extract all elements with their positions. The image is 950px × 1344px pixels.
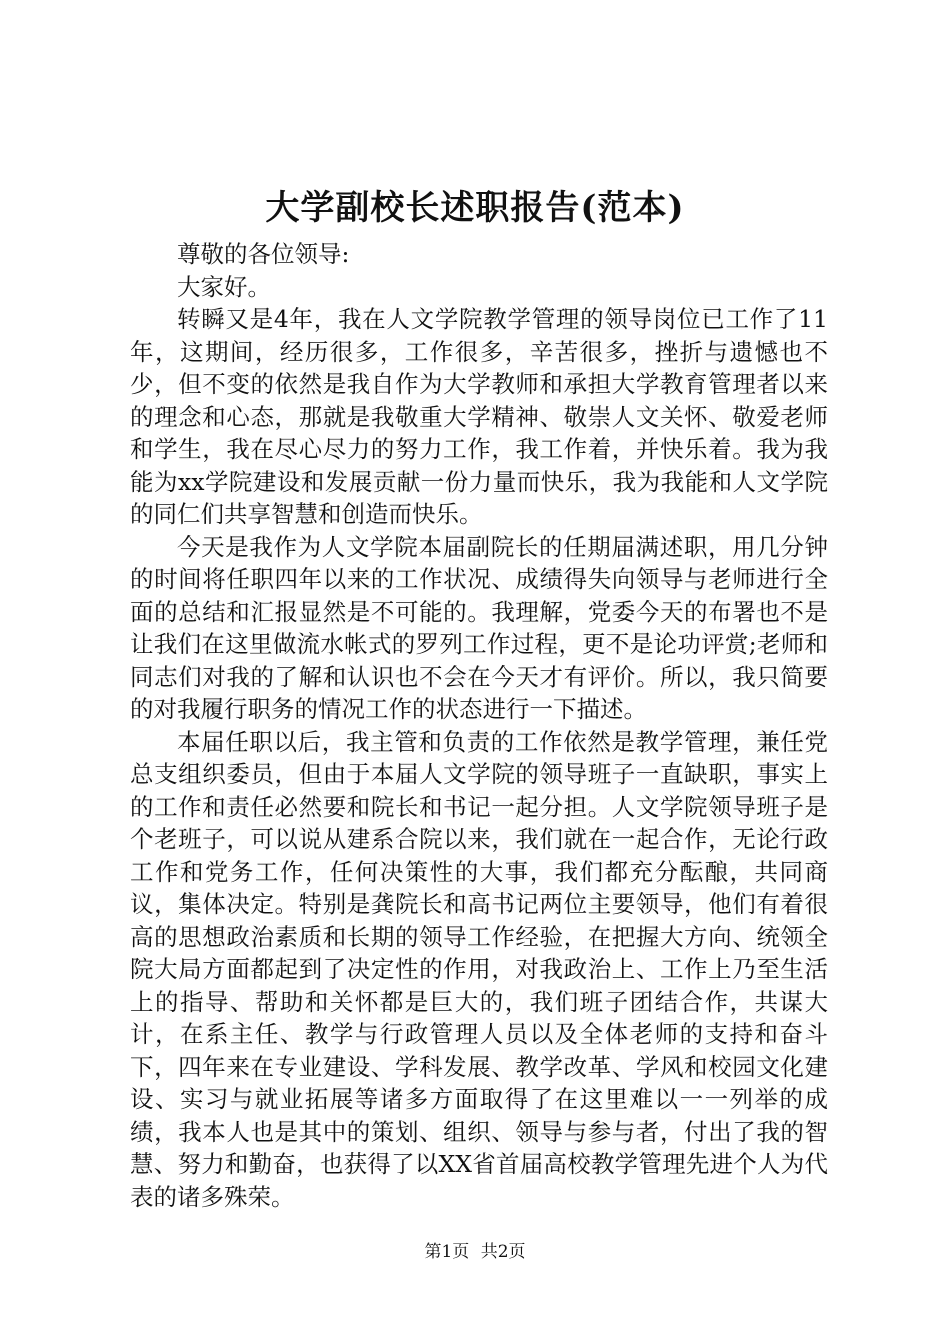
greeting: 大家好。 <box>177 272 271 301</box>
paragraph: 本届任职以后，我主管和负责的工作依然是教学管理，兼任党总支组织委员，但由于本届人文学院的领导班子一直缺职，事实上的工作和责任必然要和院长和书记一起分担。人文学院领导班子是个老班子，可以说从建系合院以来，我们就在一起合作，无论行政工作和党务工作，任何决策性的大事，我们都充分酝酿，共同商议，集体决定。特别是龚院长和高书记两位主要领导，他们有着很高的思想政治素质和长期的领导工作经验，在把握大方向、统领全院大局方面都起到了决定性的作用，对我政治上、工作上乃至生活上的指导、帮助和关怀都是巨大的，我们班子团结合作，共谋大计，在系主任、教学与行政管理人员以及全体老师的支持和奋斗下，四年来在专业建设、学科发展、教学改革、学风和校园文化建设、实习与就业拓展等诸多方面取得了在这里难以一一列举的成绩，我本人也是其中的策划、组织、领导与参与者，付出了我的智慧、努力和勤奋，也获得了以XX省首届高校教学管理先进个人为代表的诸多殊荣。 <box>130 727 828 1211</box>
document-title: 大学副校长述职报告(范本) <box>265 188 685 228</box>
page-footer <box>0 1240 950 1264</box>
paragraph: 今天是我作为人文学院本届副院长的任期届满述职，用几分钟的时间将任职四年以来的工作状况、成绩得失向领导与老师进行全面的总结和汇报显然是不可能的。我理解，党委今天的布署也不是让我们在这里做流水帐式的罗列工作过程，更不是论功评赏;老师和同志们对我的了解和认识也不会在今天才有评价。所以，我只简要的对我履行职务的情况工作的状态进行一下描述。 <box>130 532 828 723</box>
paragraph: 转瞬又是4年，我在人文学院教学管理的领导岗位已工作了11年，这期间，经历很多，工作很多，辛苦很多，挫折与遗憾也不少，但不变的依然是我自作为大学教师和承担大学教育管理者以来的理念和心态，那就是我敬重大学精神、敬崇人文关怀、敬爱老师和学生，我在尽心尽力的努力工作，我工作着，并快乐着。我为我能为xx学院建设和发展贡献一份力量而快乐，我为我能和人文学院的同仁们共享智慧和创造而快乐。 <box>130 305 828 528</box>
salutation: 尊敬的各位领导: <box>177 240 350 268</box>
document-body <box>130 238 828 1213</box>
page-number: 第1页 <box>424 1242 470 1262</box>
page-count: 共2页 <box>480 1242 526 1262</box>
